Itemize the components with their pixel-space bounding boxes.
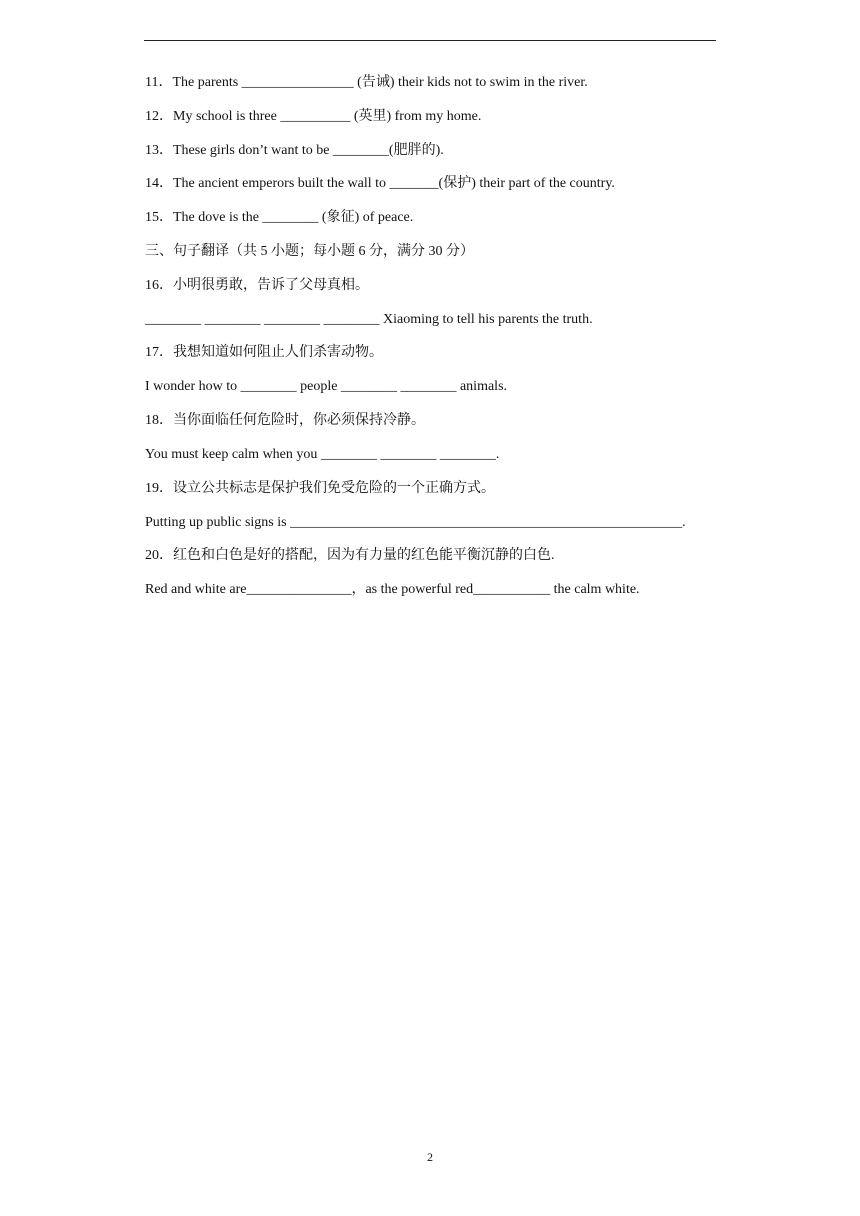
section-3-heading: 三、句子翻译（共 5 小题；每小题 6 分，满分 30 分）	[145, 244, 474, 259]
question-11: 11．The parents ________________ (告诫) their kids not to swim in the river.	[145, 75, 588, 90]
question-18-prompt: 18．当你面临任何危险时，你必须保持冷静。	[145, 413, 425, 428]
header-rule	[144, 40, 716, 41]
question-14: 14．The ancient emperors built the wall to _______(保护) their part of the country.	[145, 176, 615, 191]
question-18-answer: You must keep calm when you ________ ________ ________.	[145, 447, 500, 462]
page-number: 2	[427, 1150, 433, 1164]
question-12: 12．My school is three __________ (英里) from my home.	[145, 109, 482, 124]
question-20-answer: Red and white are_______________，as the powerful red___________ the calm white.	[145, 582, 640, 597]
question-16-prompt: 16．小明很勇敢，告诉了父母真相。	[145, 278, 369, 293]
question-19-prompt: 19．设立公共标志是保护我们免受危险的一个正确方式。	[145, 481, 495, 496]
question-20-prompt: 20．红色和白色是好的搭配，因为有力量的红色能平衡沉静的白色.	[145, 548, 555, 563]
question-16-answer: ________ ________ ________ ________ Xiaoming to tell his parents the truth.	[145, 312, 593, 327]
question-17-prompt: 17．我想知道如何阻止人们杀害动物。	[145, 345, 383, 360]
question-19-answer: Putting up public signs is ________________________________________________________.	[145, 515, 686, 530]
question-15: 15．The dove is the ________ (象征) of peace.	[145, 210, 414, 225]
question-13: 13．These girls don’t want to be ________(肥胖的).	[145, 143, 444, 158]
question-17-answer: I wonder how to ________ people ________ ________ animals.	[145, 379, 508, 394]
